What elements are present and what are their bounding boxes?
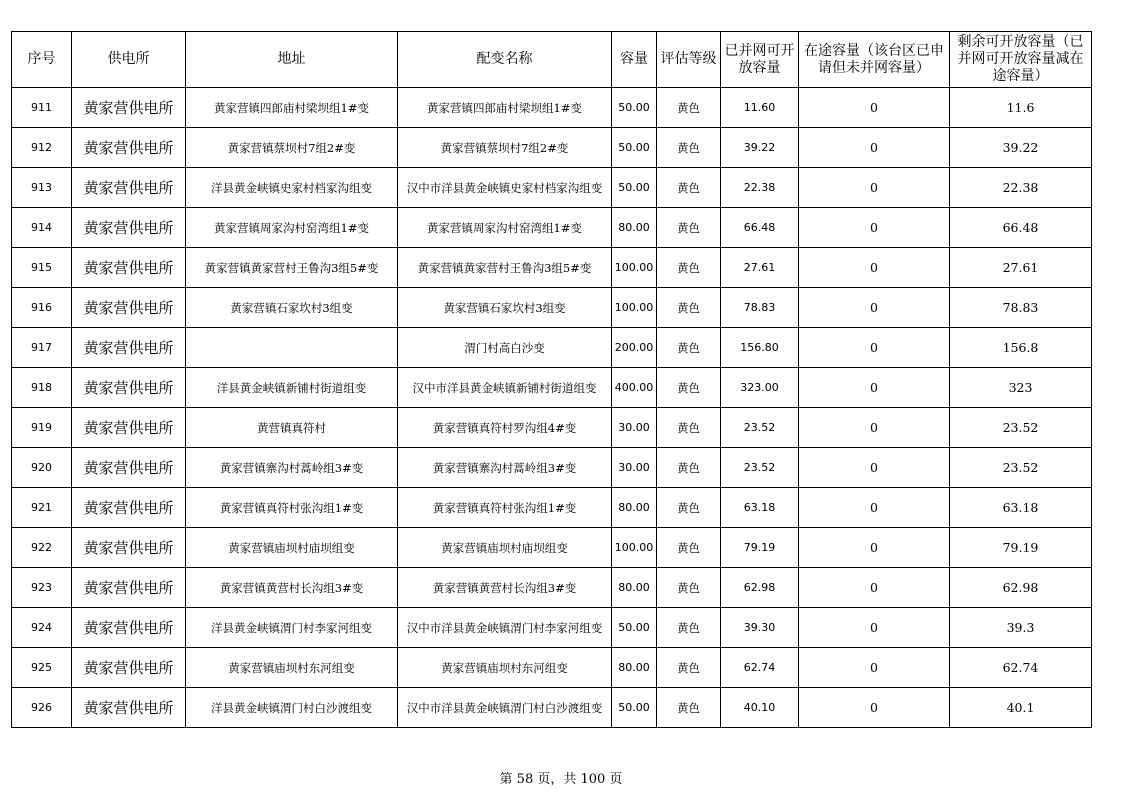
- cell-index: 916: [12, 288, 72, 328]
- table-row: [12, 88, 1092, 128]
- cell-capacity: 80.00: [612, 488, 657, 528]
- cell-transformer-name: 汉中市洋县黄金峡镇渭门村白沙渡组变: [398, 688, 612, 728]
- cell-remaining-open-capacity: 11.6: [950, 88, 1092, 128]
- cell-remaining-open-capacity: 79.19: [950, 528, 1092, 568]
- cell-connected-open-capacity: 63.18: [721, 488, 799, 528]
- cell-address: 黄营镇真符村: [186, 408, 398, 448]
- cell-index: 921: [12, 488, 72, 528]
- cell-assessment-level: 黄色: [657, 488, 721, 528]
- cell-remaining-open-capacity: 78.83: [950, 288, 1092, 328]
- cell-assessment-level: 黄色: [657, 448, 721, 488]
- cell-remaining-open-capacity: 39.22: [950, 128, 1092, 168]
- cell-capacity: 100.00: [612, 248, 657, 288]
- cell-connected-open-capacity: 40.10: [721, 688, 799, 728]
- cell-assessment-level: 黄色: [657, 168, 721, 208]
- cell-address: 黄家营镇寨沟村蒿岭组3#变: [186, 448, 398, 488]
- header-connected-open-capacity: 已并网可开放容量: [721, 32, 799, 88]
- cell-connected-open-capacity: 11.60: [721, 88, 799, 128]
- cell-address: 洋县黄金峡镇渭门村李家河组变: [186, 608, 398, 648]
- table-row: [12, 648, 1092, 688]
- cell-capacity: 50.00: [612, 88, 657, 128]
- table-row: [12, 128, 1092, 168]
- cell-address: 黄家营镇庙坝村庙坝组变: [186, 528, 398, 568]
- cell-supply-station: 黄家营供电所: [72, 648, 186, 688]
- cell-in-transit-capacity: 0: [799, 648, 950, 688]
- cell-in-transit-capacity: 0: [799, 488, 950, 528]
- cell-capacity: 100.00: [612, 288, 657, 328]
- cell-in-transit-capacity: 0: [799, 688, 950, 728]
- table-row: [12, 528, 1092, 568]
- cell-connected-open-capacity: 62.74: [721, 648, 799, 688]
- header-assessment-level: 评估等级: [657, 32, 721, 88]
- cell-remaining-open-capacity: 156.8: [950, 328, 1092, 368]
- cell-index: 915: [12, 248, 72, 288]
- cell-address: 黄家营镇蔡坝村7组2#变: [186, 128, 398, 168]
- cell-connected-open-capacity: 78.83: [721, 288, 799, 328]
- cell-capacity: 50.00: [612, 688, 657, 728]
- cell-index: 918: [12, 368, 72, 408]
- cell-assessment-level: 黄色: [657, 408, 721, 448]
- cell-connected-open-capacity: 27.61: [721, 248, 799, 288]
- cell-index: 920: [12, 448, 72, 488]
- cell-supply-station: 黄家营供电所: [72, 288, 186, 328]
- cell-assessment-level: 黄色: [657, 288, 721, 328]
- cell-remaining-open-capacity: 22.38: [950, 168, 1092, 208]
- cell-index: 912: [12, 128, 72, 168]
- cell-address: 黄家营镇黄家营村王鲁沟3组5#变: [186, 248, 398, 288]
- cell-assessment-level: 黄色: [657, 568, 721, 608]
- header-remaining-open-capacity: 剩余可开放容量（已并网可开放容量减在途容量）: [950, 32, 1092, 88]
- cell-connected-open-capacity: 39.30: [721, 608, 799, 648]
- table-row: [12, 288, 1092, 328]
- cell-capacity: 400.00: [612, 368, 657, 408]
- table-row: [12, 488, 1092, 528]
- cell-capacity: 80.00: [612, 648, 657, 688]
- cell-supply-station: 黄家营供电所: [72, 528, 186, 568]
- cell-index: 917: [12, 328, 72, 368]
- cell-supply-station: 黄家营供电所: [72, 688, 186, 728]
- cell-address: 黄家营镇石家坎村3组变: [186, 288, 398, 328]
- cell-address: 洋县黄金峡镇史家村档家沟组变: [186, 168, 398, 208]
- cell-in-transit-capacity: 0: [799, 328, 950, 368]
- header-row: [12, 32, 1092, 88]
- cell-address: [186, 328, 398, 368]
- table-row: [12, 448, 1092, 488]
- cell-capacity: 50.00: [612, 128, 657, 168]
- cell-capacity: 100.00: [612, 528, 657, 568]
- cell-transformer-name: 汉中市洋县黄金峡镇新铺村街道组变: [398, 368, 612, 408]
- cell-index: 924: [12, 608, 72, 648]
- cell-in-transit-capacity: 0: [799, 568, 950, 608]
- cell-transformer-name: 黄家营镇真符村张沟组1#变: [398, 488, 612, 528]
- cell-index: 922: [12, 528, 72, 568]
- cell-in-transit-capacity: 0: [799, 288, 950, 328]
- cell-connected-open-capacity: 23.52: [721, 408, 799, 448]
- cell-remaining-open-capacity: 323: [950, 368, 1092, 408]
- cell-in-transit-capacity: 0: [799, 248, 950, 288]
- cell-supply-station: 黄家营供电所: [72, 328, 186, 368]
- cell-transformer-name: 汉中市洋县黄金峡镇渭门村李家河组变: [398, 608, 612, 648]
- cell-assessment-level: 黄色: [657, 248, 721, 288]
- table-body: [12, 88, 1092, 728]
- cell-assessment-level: 黄色: [657, 208, 721, 248]
- cell-transformer-name: 汉中市洋县黄金峡镇史家村档家沟组变: [398, 168, 612, 208]
- header-supply-station: 供电所: [72, 32, 186, 88]
- cell-connected-open-capacity: 39.22: [721, 128, 799, 168]
- table-row: [12, 568, 1092, 608]
- cell-remaining-open-capacity: 40.1: [950, 688, 1092, 728]
- cell-supply-station: 黄家营供电所: [72, 568, 186, 608]
- cell-address: 黄家营镇黄营村长沟组3#变: [186, 568, 398, 608]
- cell-remaining-open-capacity: 62.98: [950, 568, 1092, 608]
- cell-assessment-level: 黄色: [657, 608, 721, 648]
- cell-transformer-name: 黄家营镇黄营村长沟组3#变: [398, 568, 612, 608]
- table-row: [12, 208, 1092, 248]
- cell-assessment-level: 黄色: [657, 528, 721, 568]
- header-transformer-name: 配变名称: [398, 32, 612, 88]
- header-in-transit-capacity: 在途容量（该台区已申请但未并网容量）: [799, 32, 950, 88]
- cell-remaining-open-capacity: 63.18: [950, 488, 1092, 528]
- cell-index: 926: [12, 688, 72, 728]
- cell-transformer-name: 黄家营镇石家坎村3组变: [398, 288, 612, 328]
- cell-connected-open-capacity: 62.98: [721, 568, 799, 608]
- cell-index: 914: [12, 208, 72, 248]
- page-footer: 第 58 页，共 100 页: [499, 772, 623, 787]
- cell-assessment-level: 黄色: [657, 368, 721, 408]
- table-row: [12, 168, 1092, 208]
- cell-supply-station: 黄家营供电所: [72, 408, 186, 448]
- cell-remaining-open-capacity: 27.61: [950, 248, 1092, 288]
- header-index: 序号: [12, 32, 72, 88]
- cell-index: 923: [12, 568, 72, 608]
- cell-address: 黄家营镇四郎庙村梁坝组1#变: [186, 88, 398, 128]
- cell-in-transit-capacity: 0: [799, 208, 950, 248]
- cell-address: 洋县黄金峡镇新铺村街道组变: [186, 368, 398, 408]
- cell-address: 黄家营镇周家沟村窑湾组1#变: [186, 208, 398, 248]
- cell-transformer-name: 黄家营镇真符村罗沟组4#变: [398, 408, 612, 448]
- cell-in-transit-capacity: 0: [799, 408, 950, 448]
- cell-remaining-open-capacity: 23.52: [950, 448, 1092, 488]
- cell-supply-station: 黄家营供电所: [72, 608, 186, 648]
- cell-connected-open-capacity: 22.38: [721, 168, 799, 208]
- cell-supply-station: 黄家营供电所: [72, 168, 186, 208]
- cell-transformer-name: 黄家营镇黄家营村王鲁沟3组5#变: [398, 248, 612, 288]
- cell-connected-open-capacity: 79.19: [721, 528, 799, 568]
- cell-index: 925: [12, 648, 72, 688]
- cell-transformer-name: 黄家营镇庙坝村东河组变: [398, 648, 612, 688]
- capacity-table: [11, 31, 1092, 728]
- cell-address: 黄家营镇庙坝村东河组变: [186, 648, 398, 688]
- cell-transformer-name: 黄家营镇蔡坝村7组2#变: [398, 128, 612, 168]
- header-capacity: 容量: [612, 32, 657, 88]
- cell-supply-station: 黄家营供电所: [72, 208, 186, 248]
- cell-remaining-open-capacity: 39.3: [950, 608, 1092, 648]
- cell-in-transit-capacity: 0: [799, 128, 950, 168]
- cell-remaining-open-capacity: 62.74: [950, 648, 1092, 688]
- table-row: [12, 328, 1092, 368]
- cell-in-transit-capacity: 0: [799, 168, 950, 208]
- cell-transformer-name: 黄家营镇庙坝村庙坝组变: [398, 528, 612, 568]
- cell-in-transit-capacity: 0: [799, 368, 950, 408]
- cell-assessment-level: 黄色: [657, 648, 721, 688]
- cell-capacity: 30.00: [612, 448, 657, 488]
- cell-remaining-open-capacity: 23.52: [950, 408, 1092, 448]
- cell-capacity: 200.00: [612, 328, 657, 368]
- cell-supply-station: 黄家营供电所: [72, 128, 186, 168]
- table-row: [12, 368, 1092, 408]
- cell-capacity: 80.00: [612, 568, 657, 608]
- cell-supply-station: 黄家营供电所: [72, 248, 186, 288]
- cell-supply-station: 黄家营供电所: [72, 448, 186, 488]
- table-row: [12, 248, 1092, 288]
- cell-transformer-name: 黄家营镇四郎庙村梁坝组1#变: [398, 88, 612, 128]
- cell-in-transit-capacity: 0: [799, 88, 950, 128]
- cell-in-transit-capacity: 0: [799, 528, 950, 568]
- cell-capacity: 80.00: [612, 208, 657, 248]
- cell-index: 911: [12, 88, 72, 128]
- cell-assessment-level: 黄色: [657, 88, 721, 128]
- cell-capacity: 50.00: [612, 168, 657, 208]
- header-address: 地址: [186, 32, 398, 88]
- cell-address: 黄家营镇真符村张沟组1#变: [186, 488, 398, 528]
- cell-index: 919: [12, 408, 72, 448]
- cell-assessment-level: 黄色: [657, 128, 721, 168]
- cell-transformer-name: 渭门村高白沙变: [398, 328, 612, 368]
- table-row: [12, 408, 1092, 448]
- cell-capacity: 50.00: [612, 608, 657, 648]
- cell-connected-open-capacity: 323.00: [721, 368, 799, 408]
- cell-index: 913: [12, 168, 72, 208]
- table-row: [12, 688, 1092, 728]
- cell-transformer-name: 黄家营镇寨沟村蒿岭组3#变: [398, 448, 612, 488]
- cell-supply-station: 黄家营供电所: [72, 88, 186, 128]
- cell-supply-station: 黄家营供电所: [72, 368, 186, 408]
- cell-in-transit-capacity: 0: [799, 448, 950, 488]
- cell-capacity: 30.00: [612, 408, 657, 448]
- cell-in-transit-capacity: 0: [799, 608, 950, 648]
- cell-connected-open-capacity: 156.80: [721, 328, 799, 368]
- cell-remaining-open-capacity: 66.48: [950, 208, 1092, 248]
- cell-connected-open-capacity: 23.52: [721, 448, 799, 488]
- cell-transformer-name: 黄家营镇周家沟村窑湾组1#变: [398, 208, 612, 248]
- cell-supply-station: 黄家营供电所: [72, 488, 186, 528]
- cell-address: 洋县黄金峡镇渭门村白沙渡组变: [186, 688, 398, 728]
- table-row: [12, 608, 1092, 648]
- cell-assessment-level: 黄色: [657, 688, 721, 728]
- cell-connected-open-capacity: 66.48: [721, 208, 799, 248]
- cell-assessment-level: 黄色: [657, 328, 721, 368]
